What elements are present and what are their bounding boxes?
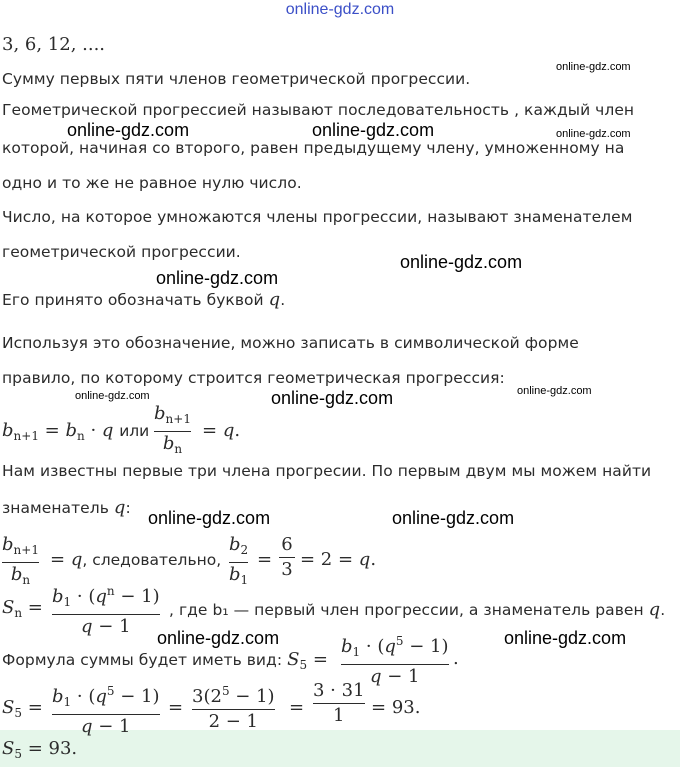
period: . — [453, 648, 459, 669]
formula-intro-text: Формула суммы будет иметь вид: — [2, 651, 283, 669]
watermark-small-2: online-gdz.com — [556, 128, 631, 140]
known-line-2-text: знаменатель — [2, 499, 114, 517]
watermark-top: online-gdz.com — [285, 1, 395, 18]
watermark-big-2: online-gdz.com — [312, 120, 435, 140]
ratio-equals-q: = q. — [202, 420, 241, 441]
hence-word: , следовательно, — [82, 551, 222, 569]
ratio-equals-q-2: = q, следовательно, — [50, 549, 222, 570]
equals-sign-2: = — [168, 697, 184, 718]
or-word: или — [119, 422, 150, 440]
definition-line-1: Геометрической прогрессией называют последовательность , каждый член — [2, 101, 635, 119]
known-line-2 — [2, 497, 131, 518]
equals-sign-3: = — [289, 697, 305, 718]
ratio-fraction-2: $b_{n+1}$ $b_n$ — [2, 534, 39, 587]
sum-formula-lhs: $S_n$ = — [2, 597, 43, 620]
notation-suffix: . — [280, 291, 286, 309]
s5-calc-result: = 93. — [371, 697, 421, 718]
sum-formula-fraction: $b_1 \cdot (q^n - 1)$ q − 1 — [52, 584, 160, 637]
rule-line-1: Используя это обозначение, можно записать в символической форме — [2, 334, 579, 352]
watermark-small-3: online-gdz.com — [517, 385, 592, 397]
watermark-big-1: online-gdz.com — [67, 120, 190, 140]
watermark-big-7: online-gdz.com — [392, 508, 515, 528]
definition-line-3: одно и то же не равное нулю число. — [2, 174, 302, 192]
known-line-2-colon: : — [125, 499, 131, 517]
s5-calc-fraction-1: $b_1 \cdot (q^5 - 1)$ q − 1 — [52, 684, 160, 737]
q-symbol-3: q — [648, 599, 661, 620]
result-value: 93 — [391, 697, 415, 718]
watermark-big-3: online-gdz.com — [156, 268, 279, 288]
notation-line — [2, 289, 285, 310]
watermark-small-4: online-gdz.com — [75, 390, 150, 402]
known-line-1: Нам известны первые три члена прогресии. По первым двум мы можем найти — [2, 462, 652, 480]
notation-prefix: Его принято обозначать буквой — [2, 291, 269, 309]
sequence: 3, 6, 12, .... — [2, 34, 106, 55]
s5-formula-fraction: $b_1 \cdot (q^5 - 1)$ q − 1 — [341, 634, 449, 687]
answer-value: 93 — [48, 738, 72, 759]
two-equals-q: = 2 = q. — [300, 549, 377, 570]
answer: $S_5 = 93$. — [2, 738, 78, 761]
s5-calc-lhs: $S_5$ = — [2, 697, 43, 720]
q-symbol: q — [268, 289, 281, 310]
watermark-big-9: online-gdz.com — [504, 628, 627, 648]
formula-intro: Формула суммы будет иметь вид: $S_5$ = — [2, 649, 329, 672]
sum-description-text: , где b₁ — первый член прогрессии, а знаменатель равен — [169, 601, 644, 619]
watermark-big-6: online-gdz.com — [148, 508, 271, 528]
b2-over-b1-fraction: $b_2$ $b_1$ — [229, 534, 249, 587]
watermark-big-8: online-gdz.com — [157, 628, 280, 648]
ratio-line-2: геометрической прогрессии. — [2, 243, 241, 261]
definition-line-2: которой, начиная со второго, равен предыдущему члену, умноженному на — [2, 139, 625, 157]
equals-sign-1: = — [257, 549, 273, 570]
watermark-big-5: online-gdz.com — [271, 388, 394, 408]
ratio-fraction: $b_{n+1}$ $b_n$ — [154, 403, 191, 456]
ratio-line-1: Число, на которое умножаются члены прогрессии, называют знаменателем — [2, 208, 633, 226]
task-text: Сумму первых пяти членов геометрической прогрессии. — [2, 70, 471, 88]
recurrence-formula: $b_{n+1} = b_n \cdot q$ или — [2, 420, 150, 443]
watermark-small-1: online-gdz.com — [556, 61, 631, 73]
watermark-big-4: online-gdz.com — [400, 252, 523, 272]
six-over-three-fraction: 6 3 — [279, 534, 295, 581]
s5-calc-fraction-3: 3 · 31 1 — [313, 680, 365, 726]
q-symbol-2: q — [113, 497, 126, 518]
rule-line-2: правило, по которому строится геометрическая прогрессия: — [2, 369, 505, 387]
sum-description: , где b₁ — первый член прогрессии, а знаменатель равен q. — [169, 599, 666, 620]
s5-calc-fraction-2: $3(2^5 - 1)$ 2 − 1 — [192, 684, 275, 732]
